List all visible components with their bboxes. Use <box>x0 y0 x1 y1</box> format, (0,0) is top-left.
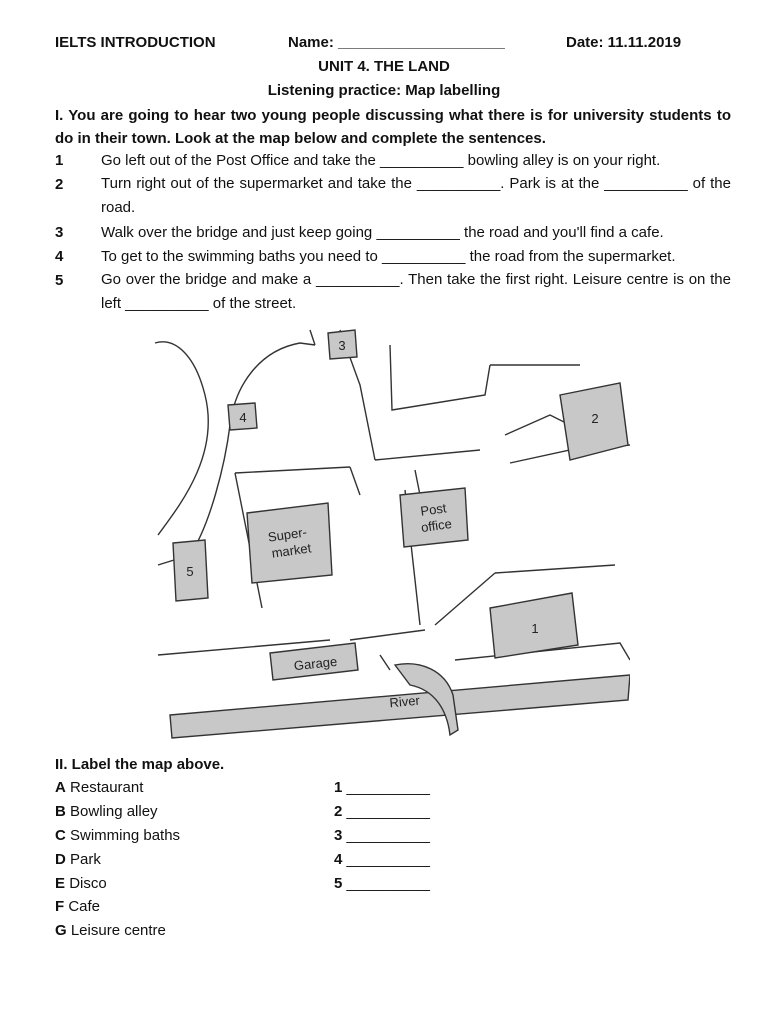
label-post-office: office <box>420 515 453 536</box>
label-supermarket: market <box>270 540 313 561</box>
label-4: 4 <box>239 410 247 425</box>
option-text: Disco <box>69 875 107 892</box>
answer-number: 4 <box>334 851 343 868</box>
date-label: Date: 11.11.2019 <box>566 34 682 51</box>
list-item <box>55 922 166 939</box>
list-item <box>55 851 101 868</box>
option-letter: D <box>55 851 66 868</box>
answer-blank: __________ <box>346 875 430 892</box>
answer-blank: __________ <box>346 827 430 844</box>
question-number: 2 <box>55 176 64 193</box>
question-text: Go over the bridge and make a __________. Then take the first right. Leisure centre is on the left __________ of the street. <box>101 271 731 312</box>
list-item <box>55 827 180 844</box>
question-number: 3 <box>55 224 64 241</box>
answer-line <box>334 779 430 796</box>
label-1: 1 <box>531 621 539 636</box>
section2-title: II. Label the map above. <box>55 756 225 773</box>
option-text: Leisure centre <box>70 922 166 939</box>
answer-line <box>334 875 430 892</box>
town-map <box>150 325 630 750</box>
option-text: Swimming baths <box>70 827 181 844</box>
subtitle: Listening practice: Map labelling <box>267 82 501 99</box>
question-text: To get to the swimming baths you need to __________ the road from the supermarket. <box>101 248 676 265</box>
answer-number: 2 <box>334 803 343 820</box>
option-letter: E <box>55 875 66 892</box>
question-number: 5 <box>55 272 64 289</box>
label-river: River <box>388 692 421 711</box>
option-letter: F <box>55 898 65 915</box>
option-letter: C <box>55 827 66 844</box>
list-item <box>55 898 100 915</box>
unit-title: UNIT 4. THE LAND <box>318 58 450 75</box>
option-letter: G <box>55 922 67 939</box>
question-text: Turn right out of the supermarket and take the __________. Park is at the __________ of the road. <box>101 175 731 216</box>
option-text: Cafe <box>68 898 101 915</box>
answer-number: 1 <box>334 779 343 796</box>
question-text: Go left out of the Post Office and take the __________ bowling alley is on your right. <box>101 152 661 169</box>
option-letter: A <box>55 779 66 796</box>
name-field-label: Name: ____________________ <box>288 34 505 51</box>
label-3: 3 <box>338 338 346 353</box>
option-text: Park <box>70 851 101 868</box>
answer-number: 5 <box>334 875 343 892</box>
answer-blank: __________ <box>346 779 430 796</box>
option-text: Restaurant <box>70 779 144 796</box>
option-text: Bowling alley <box>70 803 158 820</box>
course-title: IELTS INTRODUCTION <box>55 34 216 51</box>
answer-number: 3 <box>334 827 343 844</box>
label-5: 5 <box>186 564 194 579</box>
question-text: Walk over the bridge and just keep going __________ the road and you'll find a cafe. <box>101 224 664 241</box>
label-garage: Garage <box>293 653 338 674</box>
answer-line <box>334 803 430 820</box>
answer-blank: __________ <box>346 803 430 820</box>
question-number: 4 <box>55 248 64 265</box>
section1-instruction: I. You are going to hear two young people discussing what there is for university students to do in their town. Look at the map below and complete the sentences. <box>55 107 731 147</box>
label-supermarket: Super- <box>267 524 308 545</box>
label-post-office: Post <box>419 500 448 519</box>
list-item <box>55 803 158 820</box>
question-number: 1 <box>55 152 64 169</box>
answer-line <box>334 851 430 868</box>
list-item <box>55 779 143 796</box>
answer-blank: __________ <box>346 851 430 868</box>
list-item <box>55 875 107 892</box>
answer-line <box>334 827 430 844</box>
label-2: 2 <box>591 411 599 426</box>
option-letter: B <box>55 803 66 820</box>
